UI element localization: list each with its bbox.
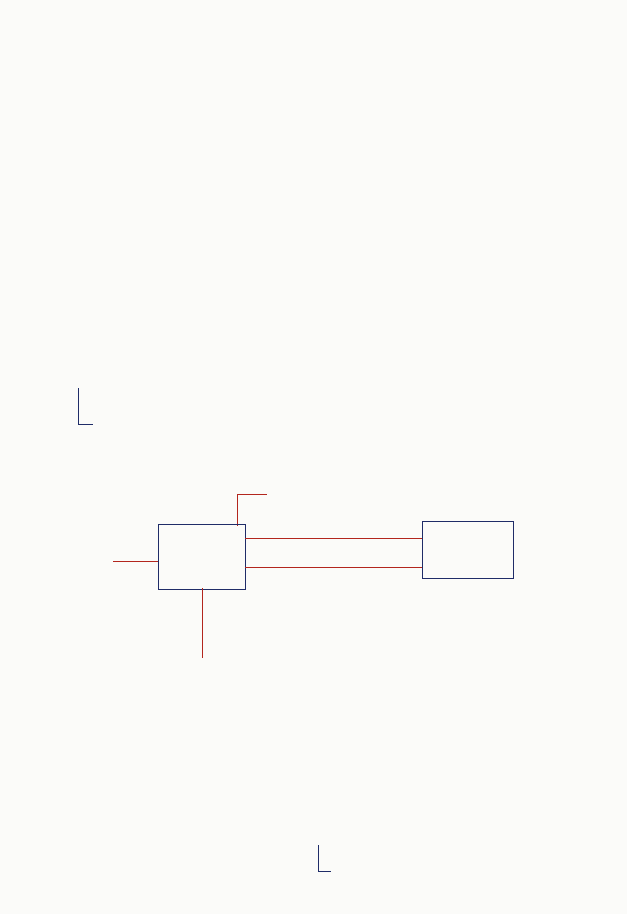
top-outlet-line — [237, 494, 238, 526]
makeup-line — [202, 588, 203, 658]
process-box — [422, 521, 514, 579]
top-outlet-arrow — [237, 494, 267, 495]
air-in-arrow — [113, 561, 158, 562]
cooling-tower-box — [158, 524, 246, 590]
answer-marker — [78, 388, 93, 425]
hot-water-line — [245, 538, 422, 539]
cold-water-line — [245, 567, 422, 568]
answer-marker-a — [318, 845, 331, 872]
